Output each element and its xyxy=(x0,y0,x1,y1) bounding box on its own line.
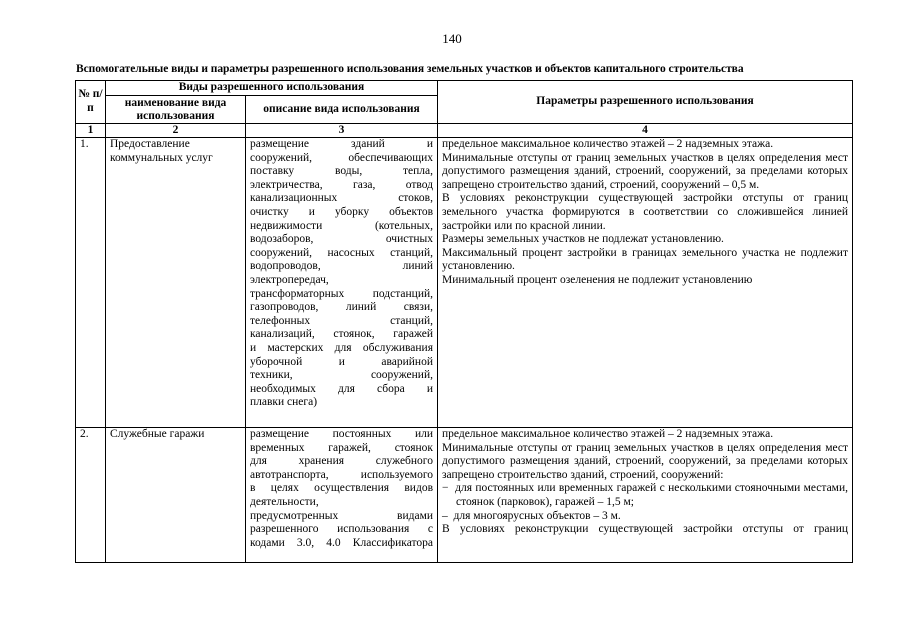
description-line: трансформаторных подстанций, xyxy=(250,287,433,300)
col-number-4: 4 xyxy=(438,124,853,138)
description-line: техники, сооружений, xyxy=(250,369,433,382)
description-line: телефонных станций, xyxy=(250,314,433,327)
params-paragraph: Размеры земельных участков не подлежат установлению. xyxy=(442,233,724,246)
description-line: уборочной и аварийной xyxy=(250,355,433,368)
row-num: 2. xyxy=(76,428,106,563)
description-line: деятельности, xyxy=(250,495,319,508)
table-row xyxy=(76,138,853,428)
row-description xyxy=(246,138,438,428)
description-line: канализаций, стоянок, гаражей xyxy=(250,328,433,341)
row-description xyxy=(246,428,438,563)
description-line: электричества, газа, отвод xyxy=(250,178,433,191)
description-text xyxy=(250,138,433,410)
column-numbers-row xyxy=(76,124,853,138)
description-line: плавки снега) xyxy=(250,396,318,409)
header-row-top xyxy=(76,81,853,96)
row-name: Служебные гаражи xyxy=(106,428,246,563)
description-line: размещение зданий и xyxy=(250,138,433,150)
dash-marker: – xyxy=(442,509,454,522)
row-params xyxy=(438,428,853,563)
description-line: сооружений, обеспечивающих xyxy=(250,151,433,164)
params-text xyxy=(442,428,848,537)
header-num: № п/п xyxy=(76,81,106,124)
description-line: для хранения служебного xyxy=(250,455,433,468)
col-number-3: 3 xyxy=(246,124,438,138)
description-line: и мастерских для обслуживания xyxy=(250,341,433,354)
description-line: предусмотренных видами xyxy=(250,509,433,522)
params-bullet xyxy=(442,482,848,509)
params-text xyxy=(442,138,848,288)
params-paragraph: предельное максимальное количество этажей – 2 надземных этажа. xyxy=(442,428,774,440)
description-line: электропередач, xyxy=(250,273,329,286)
description-line: водозаборов, очистных xyxy=(250,233,433,246)
params-paragraph: Максимальный процент застройки в границах земельного участка не подлежит установлению. xyxy=(442,246,848,273)
description-line: необходимых для сбора и xyxy=(250,382,433,395)
description-line: разрешенного использования с xyxy=(250,523,433,536)
description-line: газопроводов, линий связи, xyxy=(250,301,433,314)
params-paragraph: Минимальные отступы от границ земельных участков в целях определения мест допустимого размещения зданий, строений, сооружений, за пределами которых запрещено строительство зданий, строений, сооружений: xyxy=(442,441,848,481)
row-name: Предоставление коммунальных услуг xyxy=(106,138,246,428)
description-line: в целях осуществления видов xyxy=(250,482,433,495)
table-row xyxy=(76,428,853,563)
params-paragraph: В условиях реконструкции существующей застройки отступы от границ земельного участка формируются в соответствии со сложившейся линией застройки или по красной линии. xyxy=(442,192,848,232)
regulations-table xyxy=(75,80,853,563)
description-line: недвижимости (котельных, xyxy=(250,219,433,232)
description-line: водопроводов, линий xyxy=(250,260,433,273)
description-line: размещение постоянных или xyxy=(250,428,433,440)
description-text xyxy=(250,428,433,550)
document-title: Вспомогательные виды и параметры разрешенного использования земельных участков и объектов капитального строительства xyxy=(76,63,744,75)
header-types-group: Виды разрешенного использования xyxy=(106,81,438,96)
row-num: 1. xyxy=(76,138,106,428)
params-paragraph: В условиях реконструкции существующей застройки отступы от границ xyxy=(442,523,848,536)
params-paragraph: предельное максимальное количество этажей – 2 надземных этажа. xyxy=(442,138,774,150)
page-number: 140 xyxy=(442,31,462,46)
description-line: канализационных стоков, xyxy=(250,192,433,205)
bullet-text: для постоянных или временных гаражей с несколькими стояночными местами, стоянок (парковок), гаражей – 1,5 м; xyxy=(455,482,848,508)
header-name: наименование вида использования xyxy=(106,96,246,124)
col-number-2: 2 xyxy=(106,124,246,138)
description-line: автотранспорта, используемого xyxy=(250,468,433,481)
description-line: временных гаражей, стоянок xyxy=(250,441,433,454)
dash-marker: − xyxy=(442,482,456,495)
description-line: поставку воды, тепла, xyxy=(250,165,433,178)
header-description: описание вида использования xyxy=(246,96,438,124)
description-line: очистку и уборку объектов xyxy=(250,205,433,218)
col-number-1: 1 xyxy=(76,124,106,138)
bullet-text: для многоярусных объектов – 3 м. xyxy=(453,509,621,522)
params-paragraph: Минимальный процент озеленения не подлежит установлению xyxy=(442,273,753,286)
row-params xyxy=(438,138,853,428)
params-bullet xyxy=(442,510,848,524)
header-params: Параметры разрешенного использования xyxy=(438,81,853,124)
description-line: сооружений, насосных станций, xyxy=(250,246,433,259)
params-paragraph: Минимальные отступы от границ земельных участков в целях определения мест допустимого размещения зданий, строений, сооружений, за пределами которых запрещено строительство зданий, строений, сооружений – 0,5 м. xyxy=(442,151,848,191)
description-line: кодами 3.0, 4.0 Классификатора xyxy=(250,536,433,549)
